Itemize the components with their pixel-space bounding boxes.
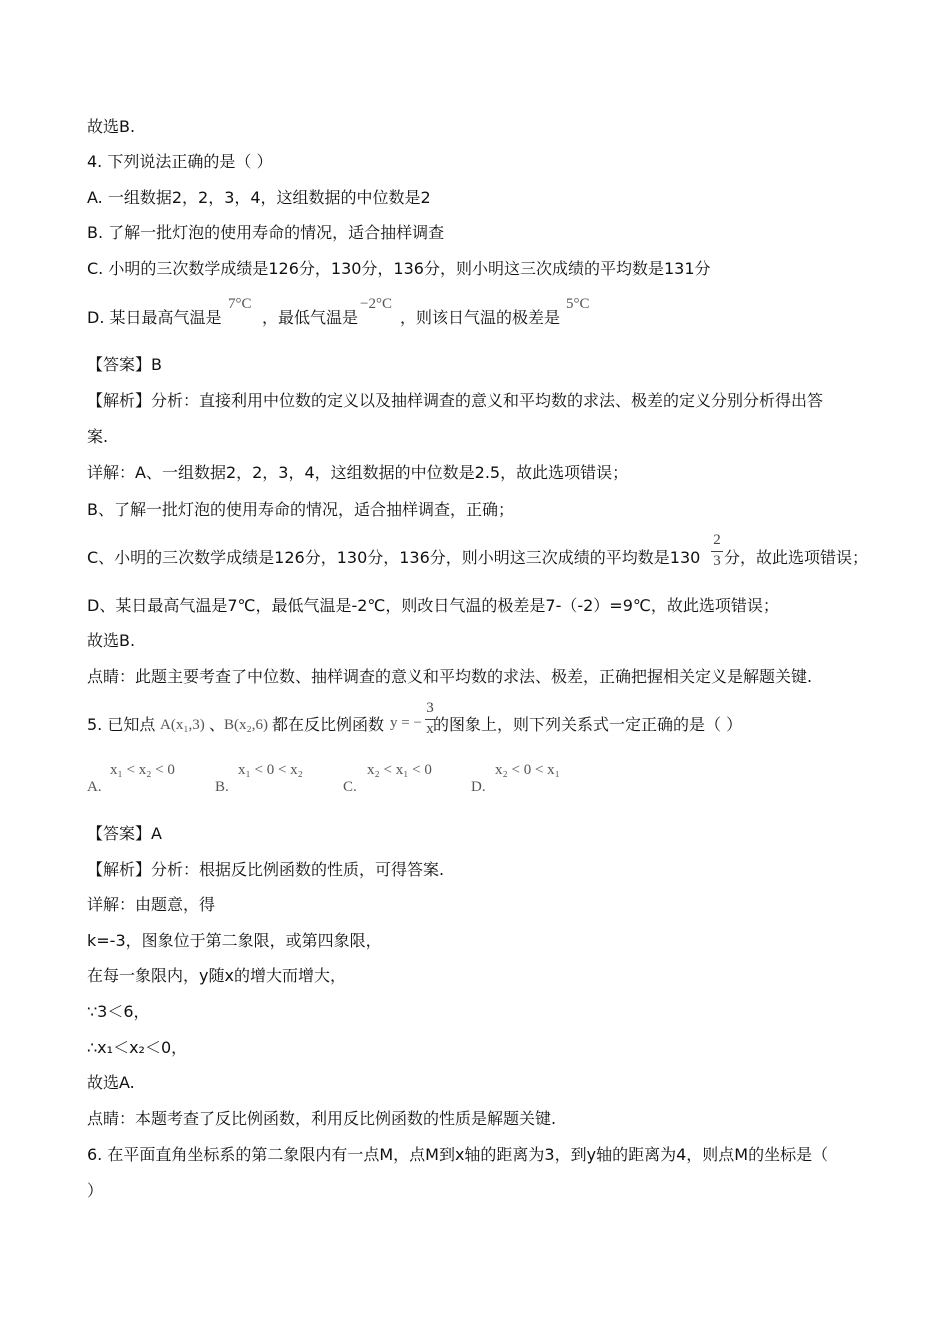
therefore-line: ∴x₁＜x₂＜0，	[87, 1038, 188, 1057]
question-5-part1: 5. 已知点	[87, 715, 156, 734]
option-d-part3: ，则该日气温的极差是	[400, 308, 561, 327]
question-6-cont: ）	[87, 1181, 104, 1200]
q5-option-c-expr: x₂ < x₁ < 0	[367, 762, 432, 778]
question-5-part3: 的图象上，则下列关系式一定正确的是（ ）	[433, 715, 743, 734]
temp-low-formula: −2°C	[360, 296, 392, 312]
question-6: 6. 在平面直角坐标系的第二象限内有一点M，点M到x轴的距离为3，到y轴的距离为4，则点M的坐标是（	[87, 1145, 829, 1164]
function-denominator: x	[426, 721, 434, 737]
detail-b: B、了解一批灯泡的使用寿命的情况，适合抽样调查，正确；	[87, 500, 514, 519]
point-a: A(x₁,3)	[160, 717, 205, 733]
option-d-part2: ，最低气温是	[262, 308, 359, 327]
q5-option-a-expr: x₁ < x₂ < 0	[110, 762, 175, 778]
q5-option-a-label: A.	[87, 779, 102, 795]
detail-5-monotone: 在每一象限内，y随x的增大而增大，	[87, 966, 346, 985]
question-5-sep: 、	[209, 715, 226, 734]
fraction-numerator: 2	[713, 532, 721, 548]
comment-5: 点睛：本题考查了反比例函数，利用反比例函数的性质是解题关键.	[87, 1109, 557, 1128]
fraction-two-thirds	[711, 532, 723, 572]
q5-option-d-label: D.	[471, 779, 486, 795]
analysis-5: 【解析】分析：根据反比例函数的性质，可得答案.	[87, 860, 445, 879]
detail-a: 详解：A、一组数据2，2，3，4，这组数据的中位数是2.5，故此选项错误；	[87, 463, 629, 482]
question-5-part2: 都在反比例函数	[272, 715, 385, 734]
comment: 点睛：此题主要考查了中位数、抽样调查的意义和平均数的求法、极差，正确把握相关定义是解题关键.	[87, 667, 813, 686]
option-d-part1: D. 某日最高气温是	[87, 308, 222, 327]
point-b: B(x₂,6)	[224, 717, 268, 733]
fraction-denominator: 3	[713, 553, 721, 569]
detail-c-part2: 分，故此选项错误；	[724, 548, 869, 567]
function-lhs: y = −	[390, 715, 422, 731]
detail-d: D、某日最高气温是7℃，最低气温是-2℃，则改日气温的极差是7-（-2）=9℃，故此选项错误；	[87, 596, 779, 615]
detail-5-k: k=-3，图象位于第二象限，或第四象限，	[87, 931, 382, 950]
function-numerator: 3	[426, 700, 434, 716]
temp-high-formula: 7°C	[228, 296, 252, 312]
answer-label-5: 【答案】A	[87, 824, 162, 843]
option-c: C. 小明的三次数学成绩是126分，130分，136分，则小明这三次成绩的平均数是131分	[87, 259, 711, 278]
q5-option-b-expr: x₁ < 0 < x₂	[238, 762, 303, 778]
answer-label: 【答案】B	[87, 355, 162, 374]
analysis-text-cont: 案.	[87, 427, 109, 446]
conclusion: 故选B.	[87, 631, 136, 650]
because-line: ∵3＜6，	[87, 1002, 150, 1021]
detail-5: 详解：由题意，得	[87, 895, 216, 914]
fraction-bar	[711, 551, 723, 552]
question-4: 4. 下列说法正确的是（ ）	[87, 152, 273, 171]
q5-option-c-label: C.	[343, 779, 357, 795]
detail-c-part1: C、小明的三次数学成绩是126分，130分，136分，则小明这三次成绩的平均数是130	[87, 548, 701, 567]
analysis-text: 【解析】分析：直接利用中位数的定义以及抽样调查的意义和平均数的求法、极差的定义分别分析得出答	[87, 391, 824, 410]
q5-option-b-label: B.	[215, 779, 229, 795]
conclusion-5: 故选A.	[87, 1073, 135, 1092]
temp-range-formula: 5°C	[566, 296, 590, 312]
q5-option-d-expr: x₂ < 0 < x₁	[495, 762, 560, 778]
text-line: 故选B.	[87, 117, 136, 136]
option-a: A. 一组数据2，2，3，4，这组数据的中位数是2	[87, 188, 431, 207]
option-b: B. 了解一批灯泡的使用寿命的情况，适合抽样调查	[87, 223, 445, 242]
